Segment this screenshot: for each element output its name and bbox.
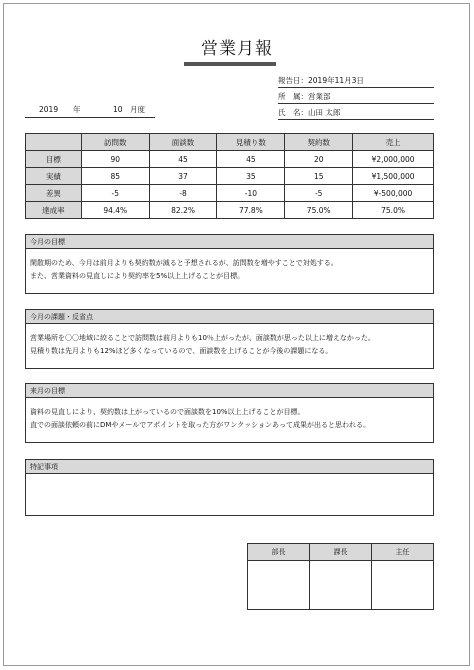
approval-stamp-cell	[310, 561, 372, 610]
period-month: 10	[113, 105, 123, 114]
department-label: 所 属：	[278, 92, 308, 101]
kpi-cell: 37	[149, 168, 217, 185]
kpi-row-achievement	[26, 202, 434, 219]
section-line: 営業場所を〇〇地域に絞ることで訪問数は前月よりも10％上がったが、面談数が思った以上に増えなかった。	[30, 334, 375, 342]
kpi-header-meetings: 面談数	[149, 134, 217, 151]
approval-header-manager: 部長	[248, 544, 310, 561]
name-label: 氏 名：	[278, 108, 308, 117]
approval-stamp-cell	[248, 561, 310, 610]
kpi-cell: 35	[217, 168, 285, 185]
kpi-cell: 45	[149, 151, 217, 168]
kpi-header-row	[26, 134, 434, 151]
kpi-row-label: 目標	[26, 151, 82, 168]
kpi-cell: 94.4%	[81, 202, 149, 219]
section-body	[26, 324, 433, 358]
approval-stamp-row	[248, 561, 434, 610]
kpi-cell: -5	[81, 185, 149, 202]
section-special-notes	[25, 459, 434, 516]
kpi-row-target	[26, 151, 434, 168]
section-line: 直での面談依頼の前にDMやメールでアポイントを取った方がワンクッションあって成果が出ると思われる。	[30, 421, 370, 429]
approval-stamp-cell	[372, 561, 434, 610]
period-month-label: 月度	[130, 105, 145, 114]
section-title: 今月の課題・反省点	[26, 310, 433, 324]
department-row	[278, 89, 434, 104]
kpi-header-sales: 売上	[353, 134, 434, 151]
kpi-row-actual	[26, 168, 434, 185]
kpi-row-label: 差異	[26, 185, 82, 202]
section-this-month-goal	[25, 234, 434, 294]
kpi-cell: 77.8%	[217, 202, 285, 219]
section-title: 来月の目標	[26, 384, 433, 398]
report-date-row	[278, 73, 434, 88]
kpi-cell: -10	[217, 185, 285, 202]
section-line: 見積り数は先月よりも12%ほど多くなっているので、面談数を上げることが今後の課題になる。	[30, 347, 333, 355]
approval-stamp-table	[247, 543, 434, 610]
approval-header-supervisor: 主任	[372, 544, 434, 561]
kpi-cell: -5	[285, 185, 353, 202]
name-value: 山田 太郎	[308, 108, 341, 117]
section-line: また、営業資料の見直しにより契約率を5%以上上げることが目標。	[30, 272, 245, 280]
reporting-period	[25, 102, 155, 118]
section-issues-reflection	[25, 309, 434, 369]
period-year-label: 年	[73, 105, 81, 114]
kpi-cell: 45	[217, 151, 285, 168]
kpi-row-label: 達成率	[26, 202, 82, 219]
section-title: 特記事項	[26, 460, 433, 474]
approval-header-row	[248, 544, 434, 561]
kpi-header-contracts: 契約数	[285, 134, 353, 151]
section-next-month-goal	[25, 383, 434, 443]
kpi-cell: 15	[285, 168, 353, 185]
kpi-cell: ¥-500,000	[353, 185, 434, 202]
kpi-cell: 90	[81, 151, 149, 168]
report-date-label: 報告日：	[278, 76, 308, 85]
kpi-cell: 75.0%	[353, 202, 434, 219]
period-year: 2019	[39, 105, 59, 114]
section-title: 今月の目標	[26, 235, 433, 249]
kpi-cell: 82.2%	[149, 202, 217, 219]
kpi-header-quotes: 見積り数	[217, 134, 285, 151]
kpi-table	[25, 133, 434, 219]
kpi-header-visits: 訪問数	[81, 134, 149, 151]
report-date-value: 2019年11月3日	[308, 76, 364, 85]
kpi-cell: ¥2,000,000	[353, 151, 434, 168]
kpi-cell: 20	[285, 151, 353, 168]
title-underline	[184, 62, 276, 66]
department-value: 営業部	[308, 92, 331, 101]
section-body	[26, 398, 433, 432]
kpi-cell: ¥1,500,000	[353, 168, 434, 185]
kpi-cell: 85	[81, 168, 149, 185]
kpi-header-blank	[26, 134, 82, 151]
kpi-row-label: 実績	[26, 168, 82, 185]
page-title: 営業月報	[201, 39, 273, 59]
kpi-row-variance	[26, 185, 434, 202]
kpi-cell: 75.0%	[285, 202, 353, 219]
approval-header-section-chief: 課長	[310, 544, 372, 561]
section-line: 閑散期のため、今月は前月よりも契約数が減ると予想されるが、訪問数を増やすことで対処する。	[30, 259, 338, 267]
section-line: 資料の見直しにより、契約数は上がっているので面談数を10%以上上げることが目標。	[30, 408, 305, 416]
kpi-cell: -8	[149, 185, 217, 202]
section-body	[26, 249, 433, 283]
name-row	[278, 105, 434, 120]
